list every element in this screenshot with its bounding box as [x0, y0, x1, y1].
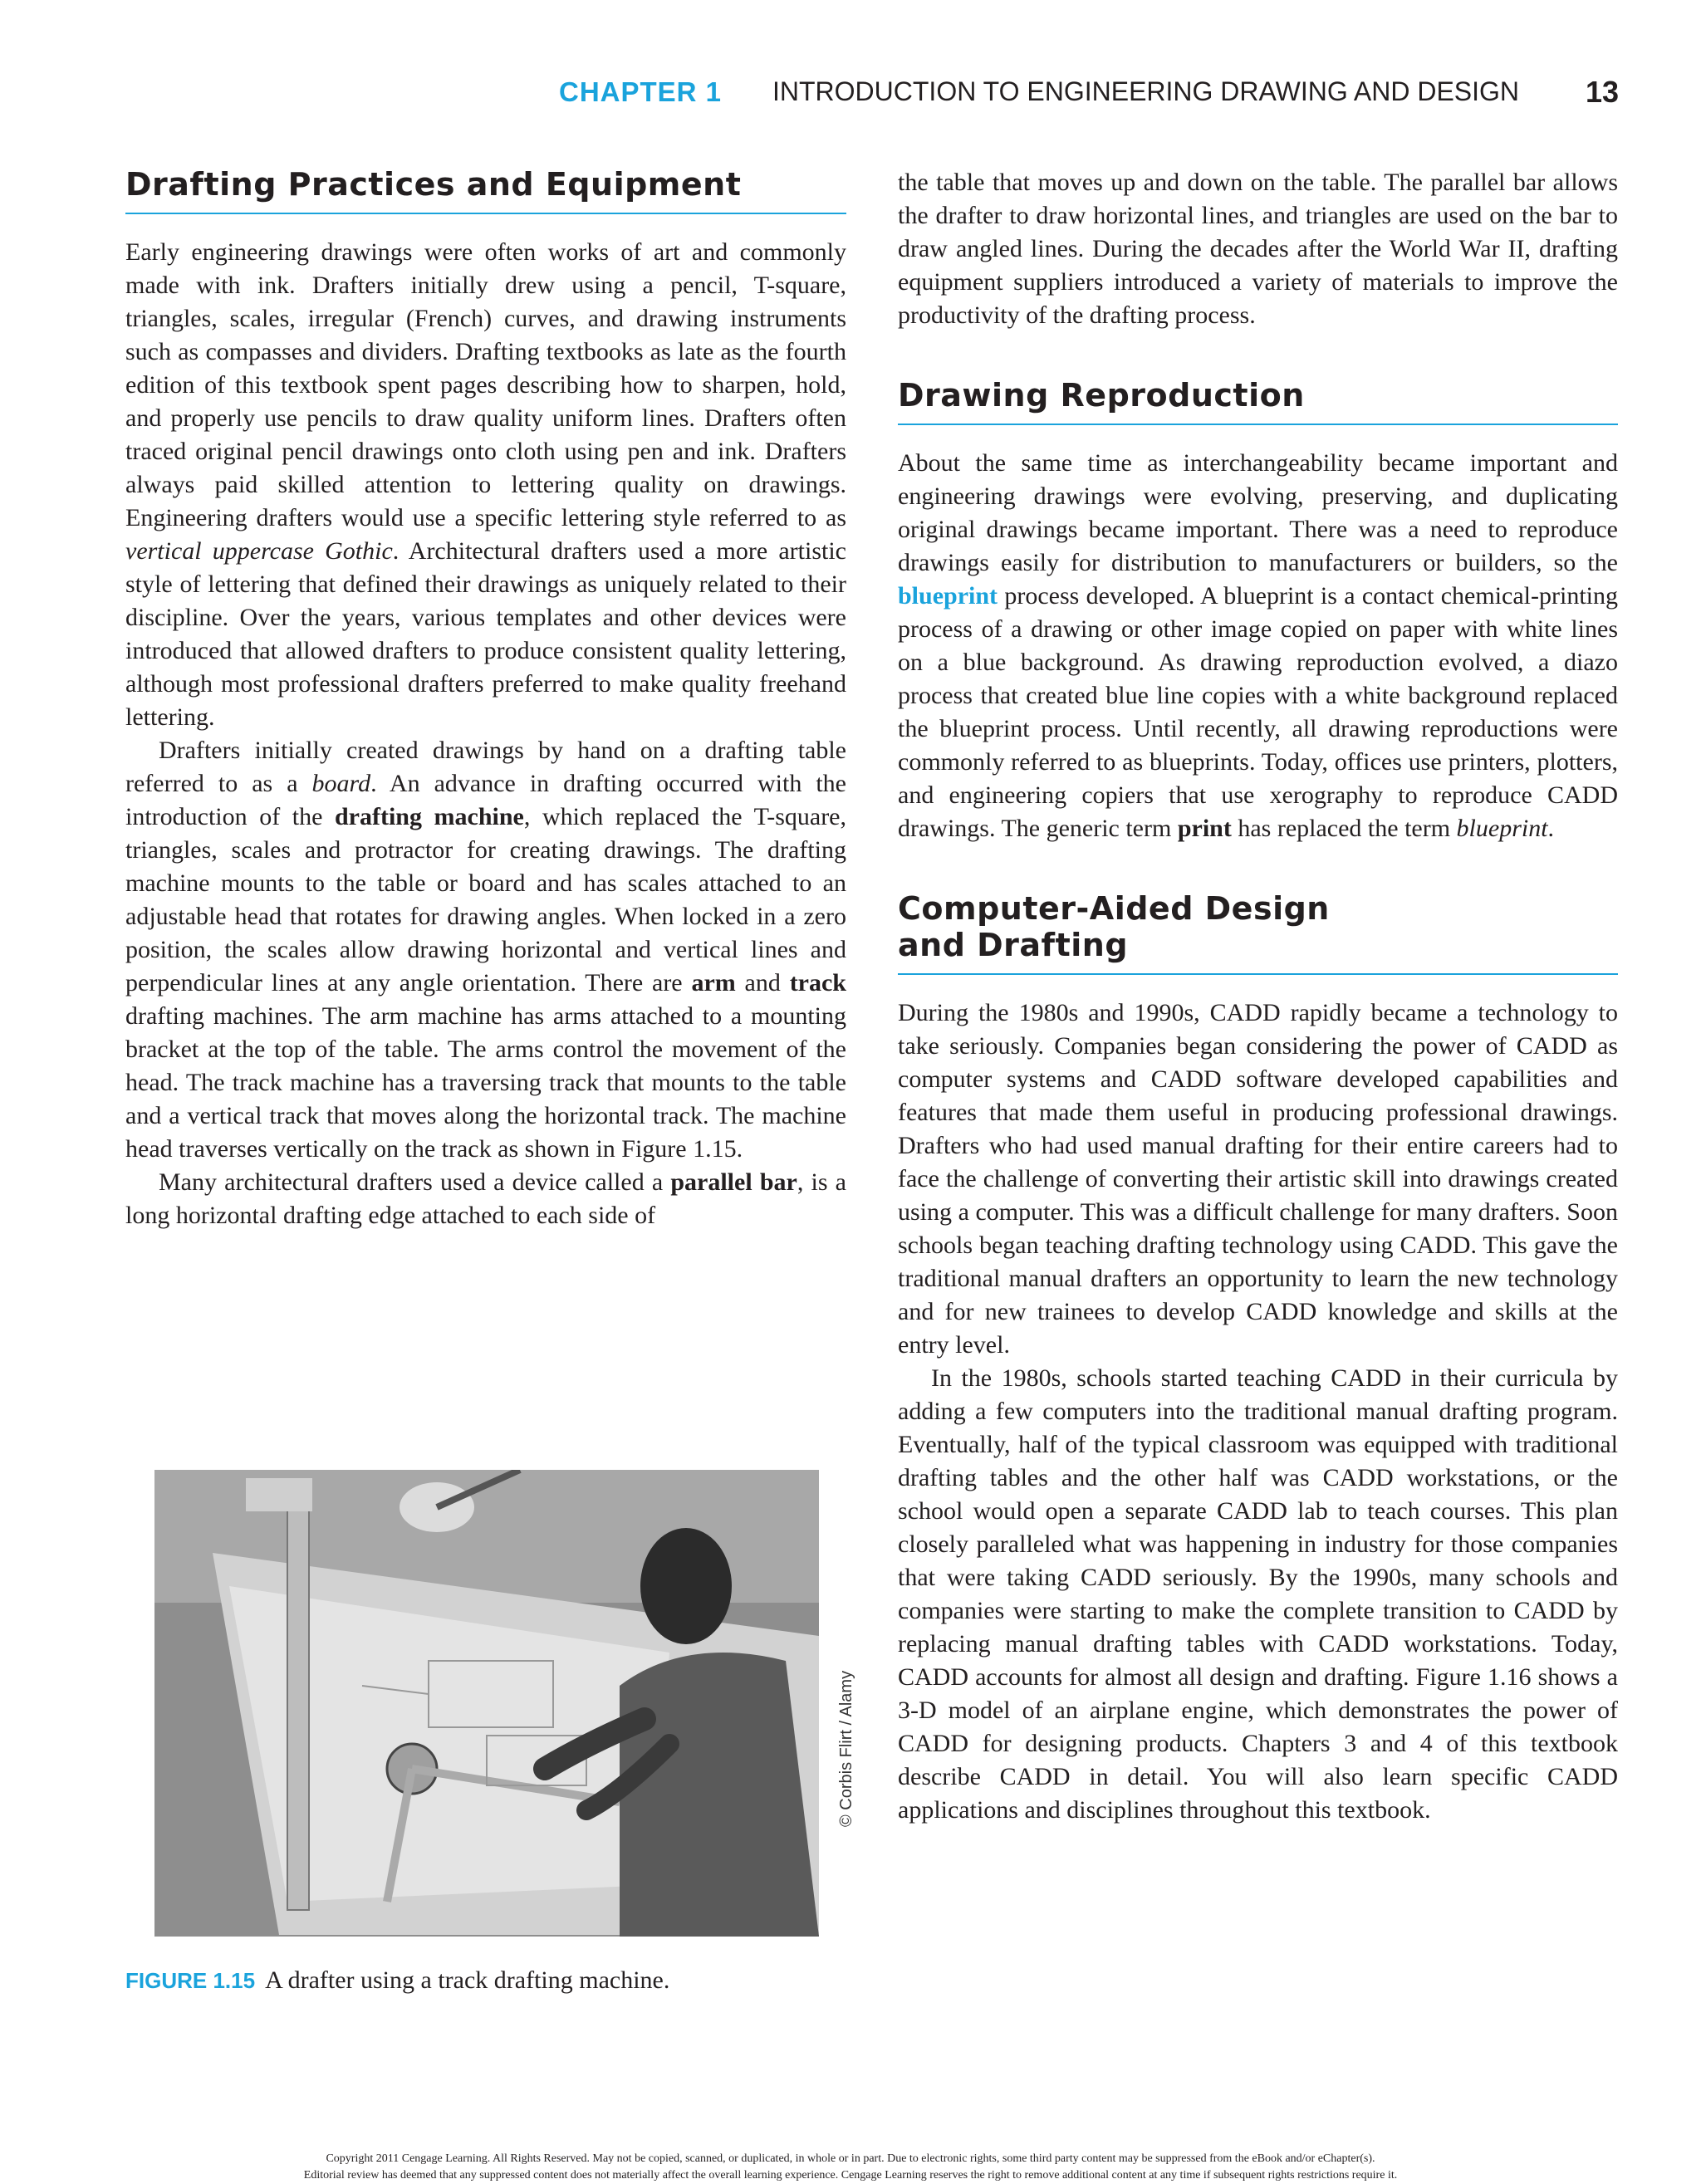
paragraph: During the 1980s and 1990s, CADD rapidly became a technology to take seriously. Companies began considering the power of CADD as computer systems and CADD software developed capabilities and features that made them useful in producing professional drawings. Drafters who had used manual drafting for their entire careers had to face the challenge of converting their artistic skill into drawings created using a computer. This was a difficult challenge for many drafters. Soon schools began teaching drafting technology using CADD. This gave the traditional manual drafters an opportunity to learn the new technology and for new trainees to develop CADD knowledge and skills at the entry level. — [898, 999, 1618, 1359]
figure-photo — [154, 1470, 819, 1937]
page-number: 13 — [1585, 75, 1619, 109]
paragraph: Early engineering drawings were often works of art and commonly made with ink. Drafters initially drew using a pencil, T-square, triangles, scales, irregular (French) curves, and drawing instruments such as compasses and dividers. Drafting textbooks as late as the fourth edition of this textbook spent pages describing how to sharpen, hold, and properly use pencils to draw quality uniform lines. Drafters often traced original pencil drawings onto cloth using pen and ink. Drafters always paid skilled attention to lettering quality on drawings. Engineering drafters would use a specific lettering style referred to as vertical uppercase Gothic. Architectural drafters used a more artistic style of lettering that defined their drawings as uniquely related to their discipline. Over the years, various templates and other devices were introduced that allowed drafters to produce consistent quality lettering, although most professional drafters preferred to make quality freehand lettering. — [125, 238, 846, 731]
drafter-photo-illustration — [154, 1470, 819, 1937]
heading-rule — [898, 973, 1618, 975]
footer-line: Editorial review has deemed that any suppressed content does not materially affect the overall learning experience. Cengage Learning reserves the right to remove additional content at any time if subsequent rights restrictions require it. — [303, 2169, 1398, 2182]
figure-caption — [125, 1966, 669, 1995]
paragraph: In the 1980s, schools started teaching CADD in their curricula by adding a few computers into the traditional manual drafting program. Eventually, half of the typical classroom was equipped with traditional drafting tables and the other half was CADD workstations, or the school would open a separate CADD lab to teach courses. This plan closely paralleled what was happening in industry for those companies that were taking CADD seriously. By the 1990s, many schools and companies were starting to make the complete transition to CADD by replacing manual drafting tables with CADD workstations. Today, CADD accounts for almost all design and drafting. Figure 1.16 shows a 3-D model of an airplane engine, which demonstrates the power of CADD for designing products. Chapters 3 and 4 of this textbook describe CADD in detail. You will also learn specific CADD applications and disciplines throughout this textbook. — [898, 1364, 1618, 1824]
paragraph: Drafters initially created drawings by hand on a drafting table referred to as a board. An advance in drafting occurred with the introduction of the drafting machine, which replaced the T-square, triangles, scales and protractor for creating drawings. The drafting machine mounts to the table or board and has scales attached to an adjustable head that rotates for drawing angles. When locked in a zero position, the scales allow drawing horizontal and vertical lines and perpendicular lines at any angle orientation. There are arm and track drafting machines. The arm machine has arms attached to a mounting bracket at the top of the table. The arms control the movement of the head. The track machine has a traversing track that mounts to the table and a vertical track that moves along the horizontal track. The machine head traverses vertically on the track as shown in Figure 1.15. — [125, 737, 846, 1163]
paragraph: the table that moves up and down on the table. The parallel bar allows the drafter to draw horizontal lines, and triangles are used on the bar to draw angled lines. During the decades after the World War II, drafting equipment suppliers introduced a variety of materials to improve the productivity of the drafting process. — [898, 169, 1618, 329]
section-heading-drawing-reproduction: Drawing Reproduction — [898, 377, 1618, 425]
running-header — [0, 76, 1701, 113]
copyright-footer — [0, 2151, 1701, 2184]
section-heading-cadd: Computer-Aided Design and Drafting — [898, 890, 1330, 963]
figure-caption-text: A drafter using a track drafting machine. — [265, 1966, 670, 1994]
section-heading-drafting-practices: Drafting Practices and Equipment — [125, 166, 846, 214]
chapter-title: INTRODUCTION TO ENGINEERING DRAWING AND DESIGN — [772, 76, 1520, 106]
left-column — [125, 166, 846, 1232]
paragraph: Many architectural drafters used a device called a parallel bar, is a long horizontal drafting edge attached to each side of — [125, 1168, 846, 1229]
right-column — [898, 166, 1618, 1827]
figure-label: FIGURE 1.15 — [125, 1968, 256, 1993]
footer-line: Copyright 2011 Cengage Learning. All Rights Reserved. May not be copied, scanned, or duplicated, in whole or in part. Due to electronic rights, some third party content may be suppressed from the eBook and/or eChapter(s). — [326, 2152, 1375, 2165]
paragraph: About the same time as interchangeability became important and engineering drawings were evolving, preserving, and duplicating original drawings became important. There was a need to reproduce drawings easily for distribution to manufacturers or builders, so the blueprint process developed. A blueprint is a contact chemical-printing process of a drawing or other image copied on paper with white lines on a blue background. As drawing reproduction evolved, a diazo process that created blue line copies with a white background replaced the blueprint process. Until recently, all drawing reproductions were commonly referred to as blueprints. Today, offices use printers, plotters, and engineering copiers that use xerography to reproduce CADD drawings. The generic term print has replaced the term blueprint. — [898, 449, 1618, 842]
chapter-label: CHAPTER 1 — [559, 76, 723, 107]
photo-credit: © Corbis Flirt / Alamy — [837, 1670, 855, 1827]
